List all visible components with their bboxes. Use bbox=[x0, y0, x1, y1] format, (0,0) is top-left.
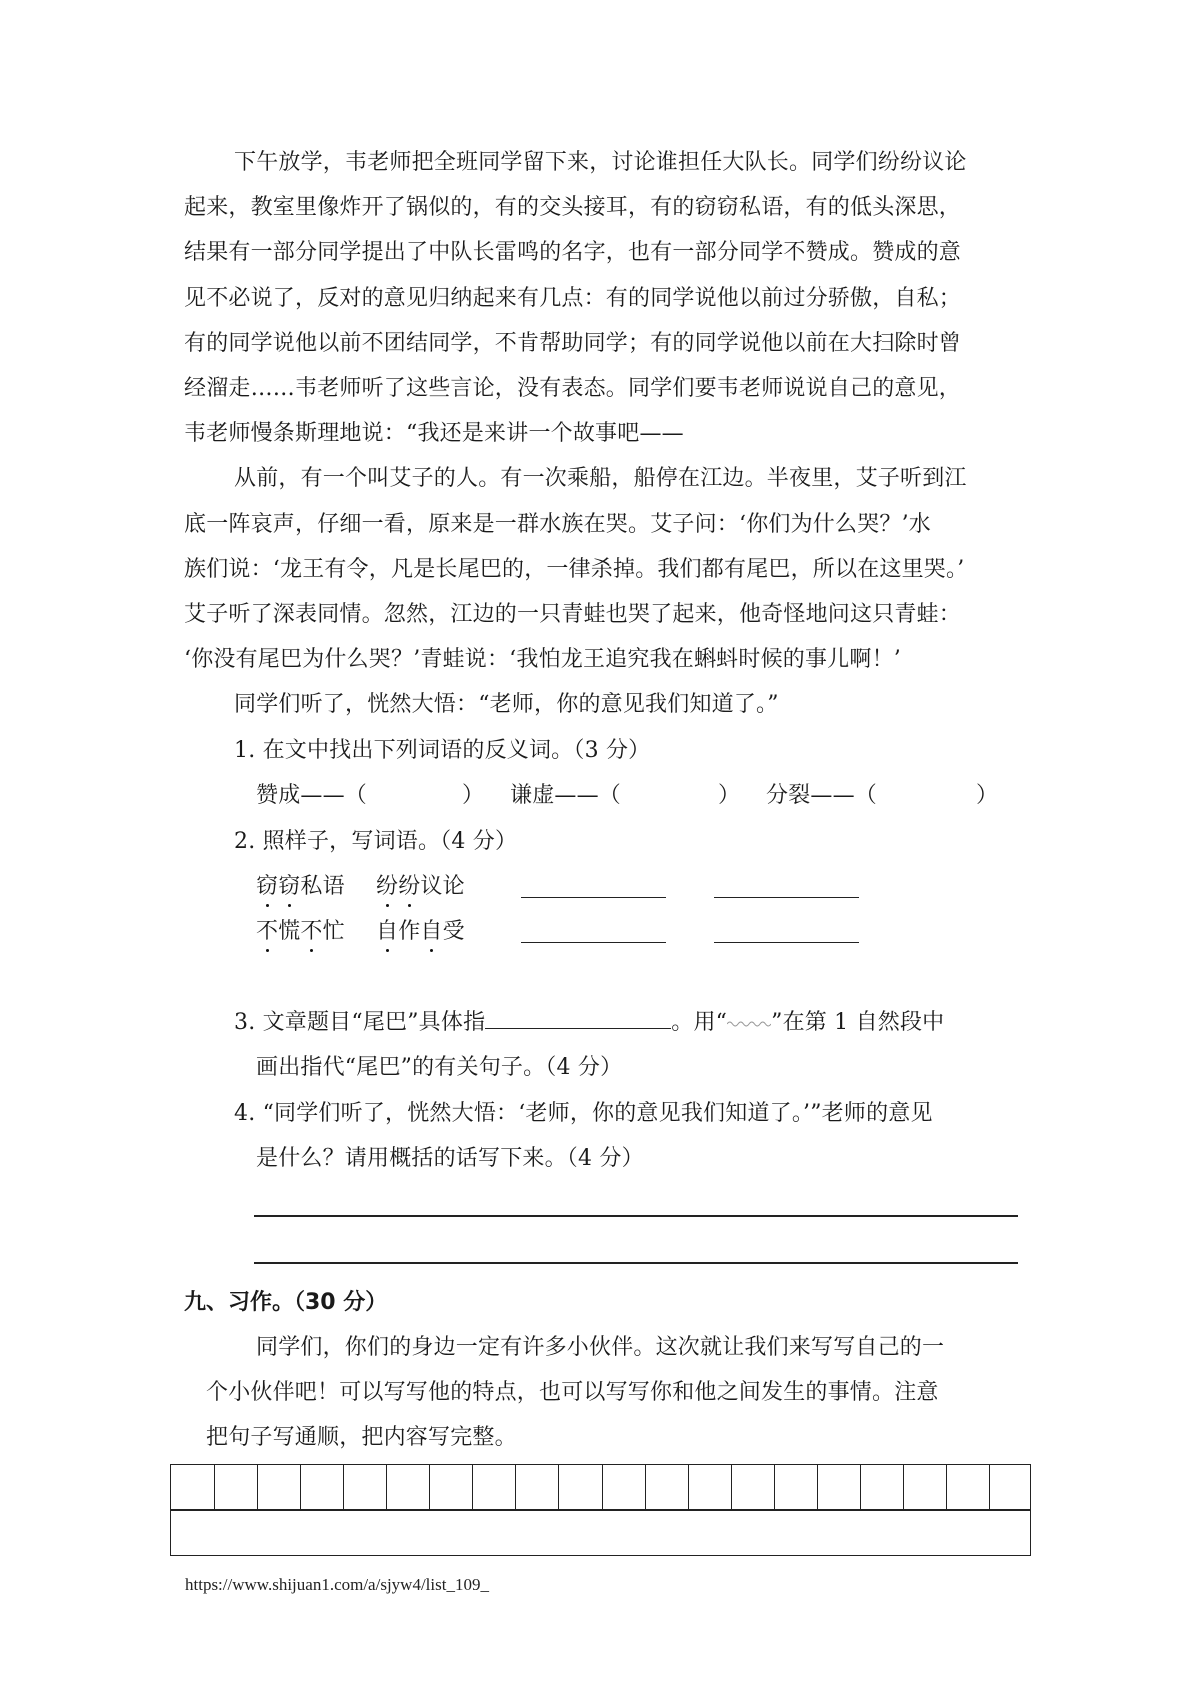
answer-blank[interactable] bbox=[521, 877, 666, 898]
section-text-line: 同学们，你们的身边一定有许多小伙伴。这次就让我们来写写自己的一 bbox=[256, 1335, 945, 1360]
grid-cell-divider bbox=[429, 1465, 430, 1509]
grid-cell-divider bbox=[386, 1465, 387, 1509]
emphasis-dot bbox=[408, 904, 411, 907]
answer-line[interactable] bbox=[254, 1215, 1018, 1217]
passage-line: 结果有一部分同学提出了中队长雷鸣的名字，也有一部分同学不赞成。赞成的意 bbox=[184, 240, 962, 265]
emphasis-dot bbox=[386, 949, 389, 952]
question-2-title: 2. 照样子，写词语。（4 分） bbox=[234, 829, 518, 854]
grid-cell-divider bbox=[558, 1465, 559, 1509]
answer-blank[interactable] bbox=[521, 922, 666, 943]
grid-cell-divider bbox=[903, 1465, 904, 1509]
passage-line: 族们说：‘龙王有令，凡是长尾巴的，一律杀掉。我们都有尾巴，所以在这里哭。’ bbox=[184, 557, 965, 582]
grid-cell-divider bbox=[214, 1465, 215, 1509]
grid-cell-divider bbox=[343, 1465, 344, 1509]
passage-line: 韦老师慢条斯理地说：“我还是来讲一个故事吧—— bbox=[184, 421, 684, 446]
section-heading: 九、习作。（30 分） bbox=[184, 1290, 388, 1315]
passage-line: 艾子听了深表同情。忽然，江边的一只青蛙也哭了起来，他奇怪地问这只青蛙： bbox=[184, 602, 962, 627]
grid-cell-divider bbox=[515, 1465, 516, 1509]
example-word: 纷纷议论 bbox=[376, 874, 465, 899]
emphasis-dot bbox=[430, 949, 433, 952]
passage-line: 底一阵哀声，仔细一看，原来是一群水族在哭。艾子问：‘你们为什么哭？’水 bbox=[184, 512, 931, 537]
passage-line: 同学们听了，恍然大悟：“老师，你的意见我们知道了。” bbox=[234, 692, 779, 717]
passage-line: 见不必说了，反对的意见归纳起来有几点：有的同学说他以前过分骄傲，自私； bbox=[184, 286, 962, 311]
emphasis-dot bbox=[310, 949, 313, 952]
grid-row-divider bbox=[171, 1509, 1030, 1511]
grid-cell-divider bbox=[774, 1465, 775, 1509]
example-word: 窃窃私语 bbox=[256, 874, 345, 899]
writing-grid[interactable] bbox=[170, 1464, 1031, 1556]
grid-cell-divider bbox=[645, 1465, 646, 1509]
emphasis-dot bbox=[266, 904, 269, 907]
antonym-close-2: ） bbox=[718, 783, 741, 808]
emphasis-dot bbox=[266, 949, 269, 952]
wavy-underline-icon bbox=[727, 1018, 771, 1028]
passage-line: ‘你没有尾巴为什么哭？’青蛙说：‘我怕龙王追究我在蝌蚪时候的事儿啊！’ bbox=[184, 647, 901, 672]
answer-line[interactable] bbox=[254, 1262, 1018, 1264]
section-text-line: 把句子写通顺，把内容写完整。 bbox=[206, 1425, 517, 1450]
grid-cell-divider bbox=[257, 1465, 258, 1509]
example-word: 自作自受 bbox=[376, 919, 465, 944]
antonym-item-2: 谦虚——（ bbox=[510, 783, 622, 808]
grid-cell-divider bbox=[989, 1465, 990, 1509]
antonym-item-1: 赞成——（ bbox=[256, 783, 368, 808]
answer-blank[interactable] bbox=[714, 877, 859, 898]
answer-blank[interactable] bbox=[714, 922, 859, 943]
emphasis-dot bbox=[386, 904, 389, 907]
grid-cell-divider bbox=[731, 1465, 732, 1509]
question-3-part-3: ”在第 1 自然段中 bbox=[771, 1010, 945, 1035]
grid-cell-divider bbox=[602, 1465, 603, 1509]
example-word: 不慌不忙 bbox=[256, 919, 345, 944]
answer-blank[interactable] bbox=[485, 1008, 671, 1029]
question-4-line-1: 4. “同学们听了，恍然大悟：‘老师，你的意见我们知道了。’”老师的意见 bbox=[234, 1101, 933, 1126]
grid-cell-divider bbox=[817, 1465, 818, 1509]
question-3-line-2: 画出指代“尾巴”的有关句子。（4 分） bbox=[256, 1055, 623, 1080]
grid-cell-divider bbox=[300, 1465, 301, 1509]
grid-cell-divider bbox=[688, 1465, 689, 1509]
antonym-item-3: 分裂——（ bbox=[766, 783, 878, 808]
antonym-close-1: ） bbox=[462, 783, 485, 808]
emphasis-dot bbox=[288, 904, 291, 907]
passage-line: 经溜走……韦老师听了这些言论，没有表态。同学们要韦老师说说自己的意见， bbox=[184, 376, 962, 401]
question-3-part-1: 3. 文章题目“尾巴”具体指 bbox=[234, 1010, 486, 1035]
antonym-close-3: ） bbox=[976, 783, 999, 808]
passage-line: 从前，有一个叫艾子的人。有一次乘船，船停在江边。半夜里，艾子听到江 bbox=[234, 466, 967, 491]
question-1-title: 1. 在文中找出下列词语的反义词。（3 分） bbox=[234, 738, 651, 763]
section-text-line: 个小伙伴吧！可以写写他的特点，也可以写写你和他之间发生的事情。注意 bbox=[206, 1380, 939, 1405]
question-3-part-2: 。用“ bbox=[671, 1010, 728, 1035]
passage-line: 起来，教室里像炸开了锅似的，有的交头接耳，有的窃窃私语，有的低头深思， bbox=[184, 195, 962, 220]
passage-line: 有的同学说他以前不团结同学，不肯帮助同学；有的同学说他以前在大扫除时曾 bbox=[184, 331, 962, 356]
question-3-line-1 bbox=[234, 1005, 944, 1036]
question-4-line-2: 是什么？请用概括的话写下来。（4 分） bbox=[256, 1146, 644, 1171]
grid-cell-divider bbox=[472, 1465, 473, 1509]
grid-cell-divider bbox=[946, 1465, 947, 1509]
source-url: https://www.shijuan1.com/a/sjyw4/list_109_ bbox=[185, 1575, 489, 1594]
grid-cell-divider bbox=[860, 1465, 861, 1509]
passage-line: 下午放学，韦老师把全班同学留下来，讨论谁担任大队长。同学们纷纷议论 bbox=[234, 150, 967, 175]
